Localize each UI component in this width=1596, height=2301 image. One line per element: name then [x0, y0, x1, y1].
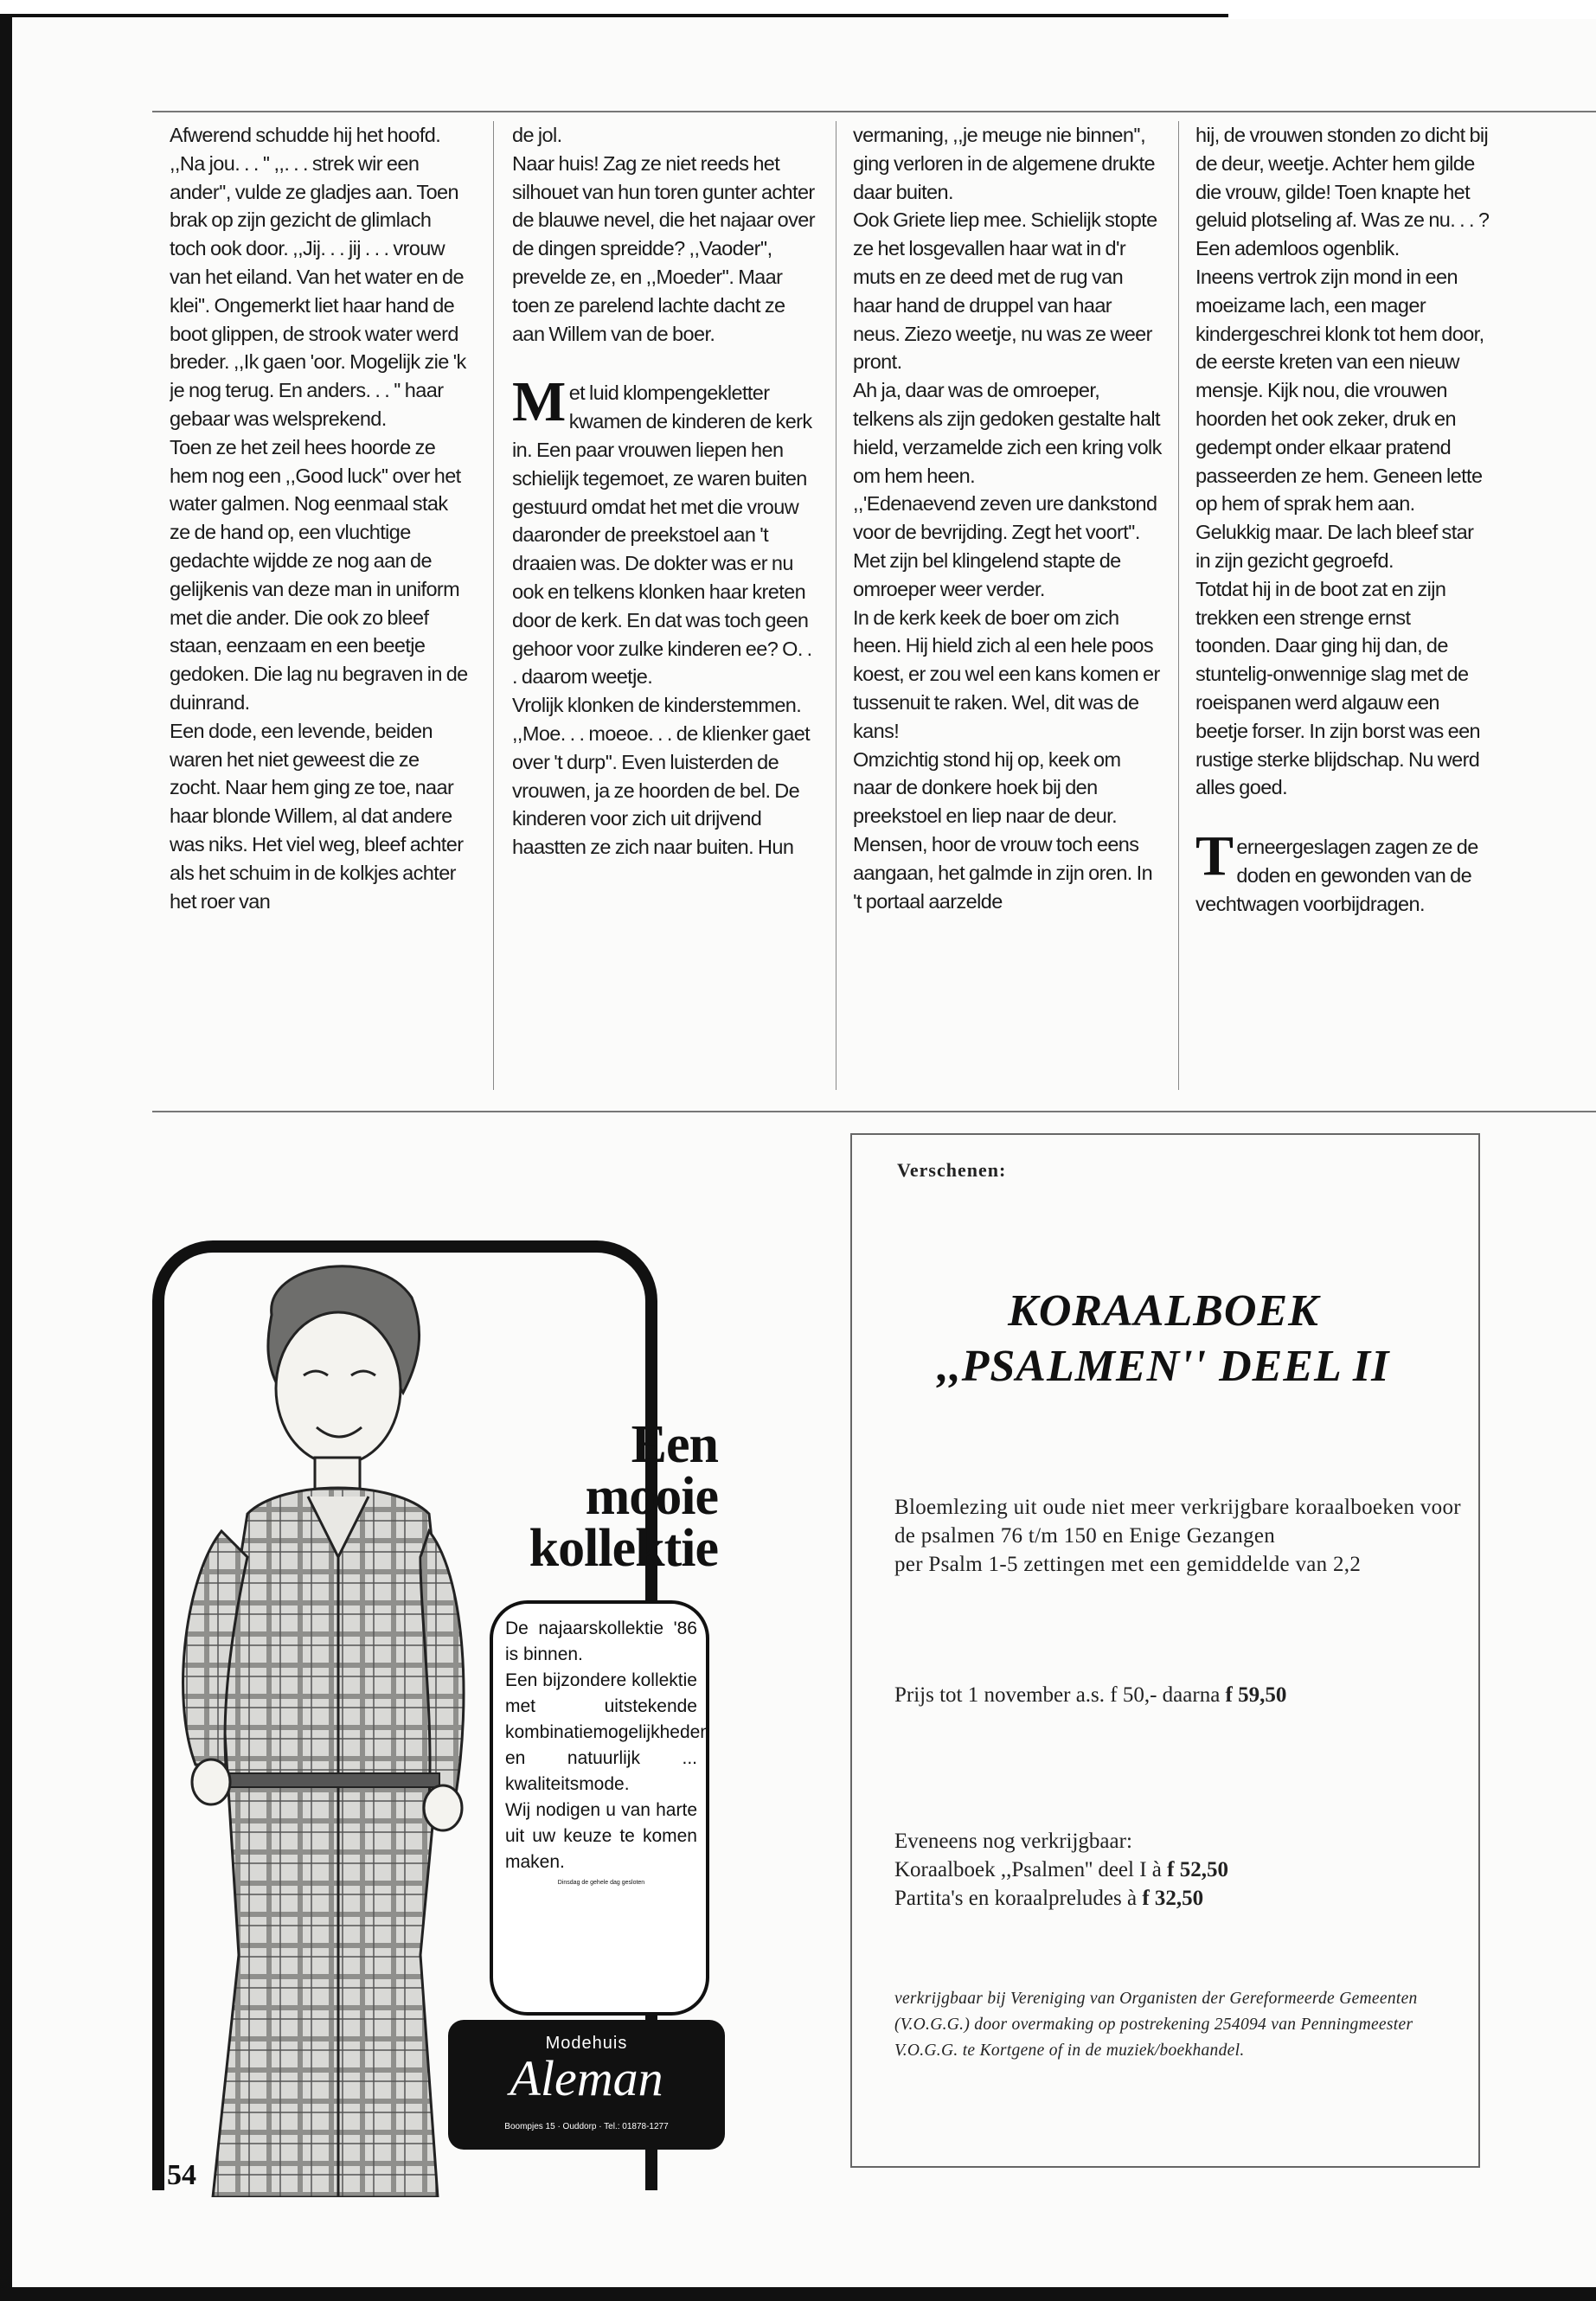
article-column-4 [1195, 121, 1490, 1099]
description-text: Bloemlezing uit oude niet meer verkrijgbare koraalboeken voor de psalmen 76 t/m 150 en Enige Gezangen [894, 1496, 1461, 1548]
announcement-also-available [894, 1827, 1479, 1913]
article-paragraph: Toen ze het zeil hees hoorde ze hem nog een ,,Good luck'' over het water galmen. Nog eenmaal stak ze de hand op, een vluchtige gedachte wijdde ze nog aan de gelijkenis van deze man in uniform met die ander. Die ook zo bleef staan, eenzaam en een beetje gedoken. Die lag nu begraven in de duinrand. [170, 435, 468, 714]
also-item-price: f 52,50 [1167, 1858, 1228, 1881]
drop-cap: T [1195, 824, 1234, 888]
article-paragraph: Afwerend schudde hij het hoofd. ,,Na jou. . . '' ,,. . . strek wir een ander'', vulde ze gladjes aan. Toen brak op zijn gezicht de glimlach toch ook door. ,,Jij. . . jij . . . vrouw van het eiland. Van het water en de klei''. Ongemerkt liet haar hand de boot glippen, de strook water werd breder. ,,Ik gaen 'oor. Mogelijk zie 'k je nog terug. En anders. . . '' haar gebaar was welsprekend. [170, 124, 466, 430]
page-number: 54 [167, 2159, 196, 2191]
article-paragraph: vermaning, ,,je meuge nie binnen'', ging verloren in de algemene drukte daar buiten. [853, 124, 1155, 203]
article-paragraph: In de kerk keek de boer om zich heen. Hij hield zich al een hele poos koest, er zou wel een kans komen er tussenuit te raken. Wel, dit was de kans! [853, 606, 1160, 742]
ad-fine-print: Dinsdag de gehele dag gesloten [557, 1880, 645, 1886]
also-item-price: f 32,50 [1142, 1887, 1204, 1910]
article-paragraph: Ah ja, daar was de omroeper, telkens als zijn gedoken gestalte halt hield, verzamelde zich een kring volk om hem heen. [853, 379, 1162, 487]
ad-headline-line: kollektie [529, 1519, 718, 1578]
article-paragraph-dropcap [512, 370, 819, 691]
column-rule [1178, 121, 1179, 1090]
article-paragraph: Totdat hij in de boot zat en zijn trekken een strenge ernst toonden. Daar ging hij dan, de stuntelig-onwennige slag met de roeispanen werd algauw een beetje forser. In zijn borst was een rustige sterke blijdschap. Nu werd alles goed. [1195, 577, 1481, 799]
article-column-1 [170, 121, 468, 1099]
article-paragraph-text: erneergeslagen zagen ze de doden en gewonden van de vechtwagen voorbijdragen. [1195, 836, 1478, 915]
ad-headline-line: mooie [585, 1467, 718, 1526]
title-line: ,,PSALMEN'' DEEL II [937, 1342, 1390, 1391]
price-after: f 59,50 [1225, 1683, 1287, 1707]
article-paragraph: Omzichtig stond hij op, keek om naar de donkere hoek bij den preekstoel en liep naar de deur. Mensen, hoor de vrouw toch eens aangaan, het galmde in zijn oren. In 't portaal aarzelde [853, 747, 1153, 913]
announcement-description [894, 1493, 1479, 1579]
article-paragraph: Een dode, een levende, beiden waren het niet geweest die ze zocht. Naar hem ging ze toe, naar haar blonde Willem, al dat andere was niks. Het viel weg, bleef achter als het schuim in de kolkjes achter het roer van [170, 719, 464, 913]
logo-name: Aleman [510, 2050, 663, 2106]
also-item: Partita's en koraalpreludes à [894, 1887, 1143, 1910]
logo-subtitle: Modehuis [545, 2034, 628, 2053]
scan-edge-bottom [0, 2287, 1596, 2301]
article-paragraph: Naar huis! Zag ze niet reeds het silhouet van hun toren gunter achter de blauwe nevel, die het najaar over de dingen spreidde? ,,Vaoder'', prevelde ze, en ,,Moeder''. Maar toen ze parelend lachte dacht ze aan Willem van de boer. [512, 151, 815, 345]
ad-headline [484, 1415, 718, 1578]
announcement-price [894, 1681, 1479, 1709]
ad-body-text: Een bijzondere kollektie met uitstekende kombinatiemogelijkheden en natuurlijk ... kwaliteitsmode. [505, 1670, 710, 1794]
announcement-footer [894, 1986, 1477, 2064]
article-paragraph-text: et luid klompengekletter kwamen de kinderen de kerk in. Een paar vrouwen liepen hen schielijk tegemoet, ze waren buiten gestuurd omdat het met die vrouw daaronder de preekstoel aan 't draaien was. De dokter was er nu ook en telkens klonken haar kreten door de kerk. En dat was toch geen gehoor voor zulke kinderen ee? O. . . daarom weetje. [512, 381, 812, 689]
article-paragraph: ,,'Edenaevend zeven ure dankstond voor de bevrijding. Zegt het voort''. Met zijn bel klingelend stapte de omroeper weer verder. [853, 492, 1157, 600]
modehuis-logo [448, 2020, 725, 2150]
article-paragraph: Vrolijk klonken de kinderstemmen. ,,Moe. . . moeoe. . . de klienker gaet over 't durp''. Even luisterden de vrouwen, ja ze hoorden de bel. De kinderen voor zich uit drijvend haastten ze zich naar buiten. Hun [512, 694, 811, 859]
footer-text: verkrijgbaar bij Vereniging van Organisten der Gereformeerde Gemeenten (V.O.G.G.) door overmaking op postrekening 254094 van Penningmeester V.O.G.G. te Kortgene of in de muziek/boekhandel. [894, 1990, 1418, 2060]
article-paragraph-dropcap [1195, 824, 1490, 918]
also-heading: Eveneens nog verkrijgbaar: [894, 1830, 1132, 1853]
ad-text-box [490, 1600, 709, 2016]
article-paragraph: Ook Griete liep mee. Schielijk stopte ze het losgevallen haar wat in d'r muts en ze deed met de rug van haar hand de druppel van haar neus. Ziezo weetje, nu was ze weer pront. [853, 208, 1157, 374]
column-rule [493, 121, 494, 1090]
drop-cap: M [512, 370, 566, 434]
article-paragraph: Ineens vertrok zijn mond in een moeizame lach, een mager kindergeschrei klonk tot hem door, de eerste kreten van een nieuw mensje. Kijk nou, die vrouwen hoorden het ook zeker, druk en gedempt onder elkaar pratend passeerden ze hem. Geneen lette op hem of sprak hem aan. Gelukkig maar. De lach bleef star in zijn gezicht gegroefd. [1195, 265, 1484, 572]
article-paragraph: de jol. [512, 124, 562, 146]
price-text: Prijs tot 1 november a.s. f 50,- daarna [894, 1683, 1226, 1707]
article-column-2 [512, 121, 819, 1099]
scan-edge-left [0, 14, 12, 2298]
ad-body-text: Wij nodigen u van harte uit uw keuze te komen maken. [505, 1800, 697, 1872]
logo-address: Boompjes 15 · Ouddorp · Tel.: 01878-1277 [504, 2122, 669, 2131]
announcement-title [865, 1284, 1462, 1394]
title-line: KORAALBOEK [1008, 1286, 1319, 1336]
ad-body-text: De najaarskollektie '86 is binnen. [505, 1618, 697, 1664]
article-column-3 [853, 121, 1163, 1099]
scan-edge-top [0, 14, 1228, 17]
also-item: Koraalboek ,,Psalmen'' deel I à [894, 1858, 1168, 1881]
description-text: per Psalm 1-5 zettingen met een gemiddelde van 2,2 [894, 1553, 1362, 1576]
ad-headline-line: Een [631, 1415, 718, 1474]
announcement-label: Verschenen: [897, 1159, 1007, 1181]
article-paragraph: hij, de vrouwen stonden zo dicht bij de deur, weetje. Achter hem gilde die vrouw, gilde! Toen knapte het geluid plotseling af. Was ze nu. . . ? Een ademloos ogenblik. [1195, 124, 1490, 260]
